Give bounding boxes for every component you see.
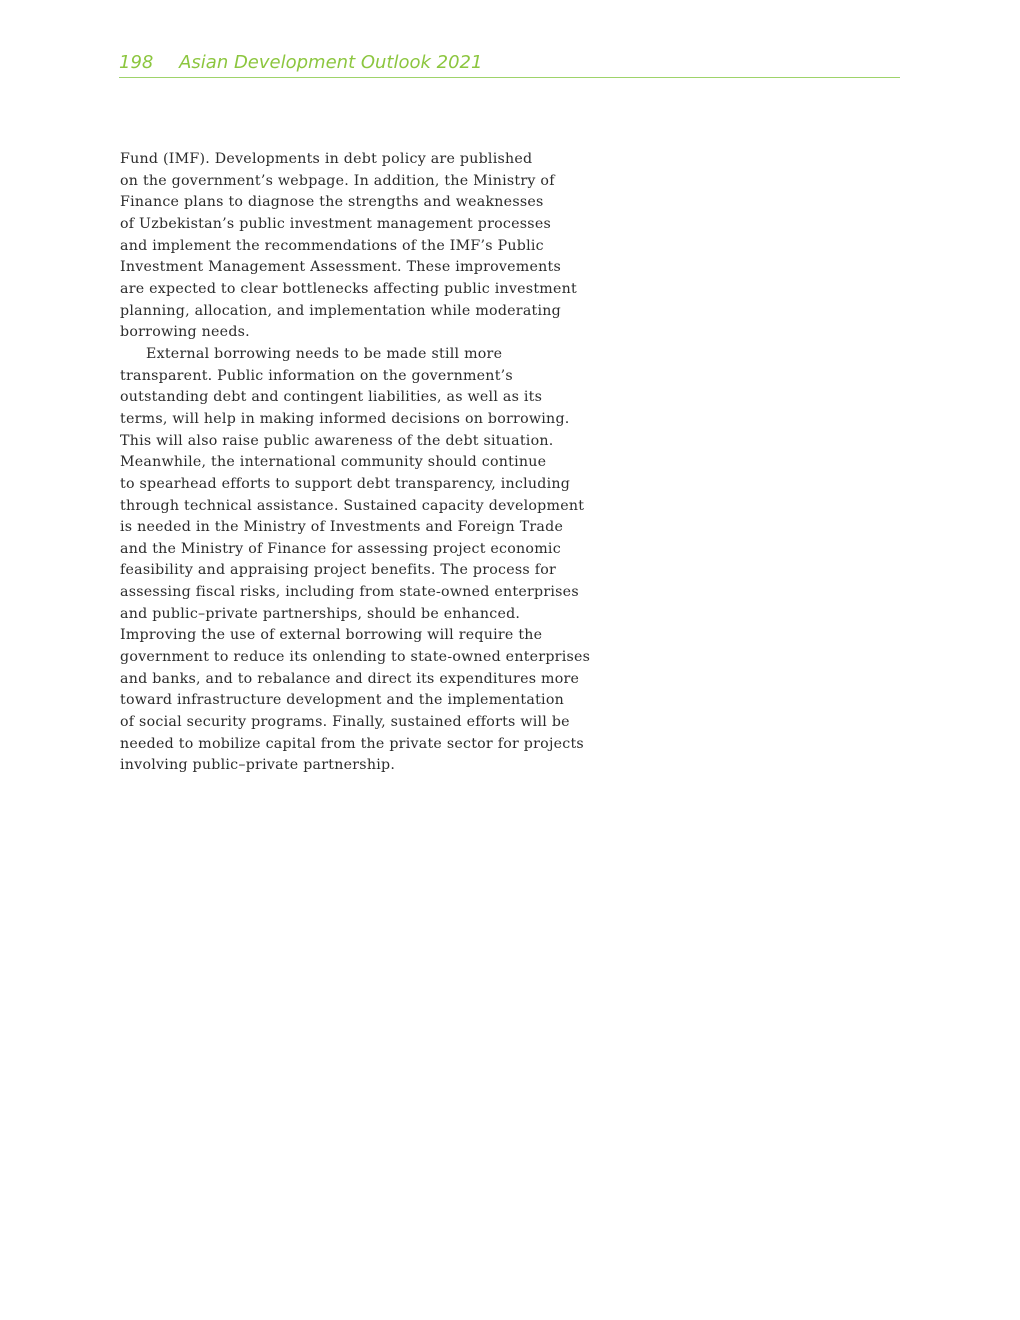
text-line: outstanding debt and contingent liabilities, as well as its [120,389,543,406]
text-line: involving public–private partnership. [120,757,396,774]
body-text [120,149,600,777]
text-line: This will also raise public awareness of the debt situation. [120,432,554,449]
text-line: to spearhead efforts to support debt transparency, including [120,475,571,492]
paragraph-1 [120,149,600,344]
text-line: Finance plans to diagnose the strengths and weaknesses [120,194,544,211]
text-line: and the Ministry of Finance for assessing project economic [120,540,561,557]
running-header [119,50,900,78]
page-number: 198 [119,52,154,73]
text-line: Meanwhile, the international community should continue [120,454,547,471]
text-line: planning, allocation, and implementation while moderating [120,302,561,319]
text-line: of Uzbekistan’s public investment management processes [120,215,551,232]
text-line: assessing fiscal risks, including from state-owned enterprises [120,584,579,601]
text-line: on the government’s webpage. In addition, the Ministry of [120,172,555,189]
text-line: government to reduce its onlending to state-owned enterprises [120,649,591,666]
text-line: Improving the use of external borrowing will require the [120,627,543,644]
text-line: and implement the recommendations of the IMF’s Public [120,237,544,254]
text-line: terms, will help in making informed decisions on borrowing. [120,410,570,427]
text-line: feasibility and appraising project benefits. The process for [120,562,557,579]
text-line: of social security programs. Finally, sustained efforts will be [120,714,570,731]
text-line: through technical assistance. Sustained capacity development [120,497,585,514]
text-line: transparent. Public information on the government’s [120,367,513,384]
text-line: is needed in the Ministry of Investments and Foreign Trade [120,519,564,536]
text-line: toward infrastructure development and the implementation [120,692,565,709]
paragraph-2 [120,344,600,777]
text-line: and public–private partnerships, should be enhanced. [120,605,521,622]
text-line: borrowing needs. [120,324,250,341]
publication-title: Asian Development Outlook 2021 [179,52,483,73]
text-line: Investment Management Assessment. These improvements [120,259,562,276]
text-line: are expected to clear bottlenecks affecting public investment [120,280,577,297]
text-line: Fund (IMF). Developments in debt policy are published [120,151,533,167]
text-line: and banks, and to rebalance and direct its expenditures more [120,670,580,687]
text-line: External borrowing needs to be made still more [146,345,503,362]
text-line: needed to mobilize capital from the private sector for projects [120,735,584,752]
